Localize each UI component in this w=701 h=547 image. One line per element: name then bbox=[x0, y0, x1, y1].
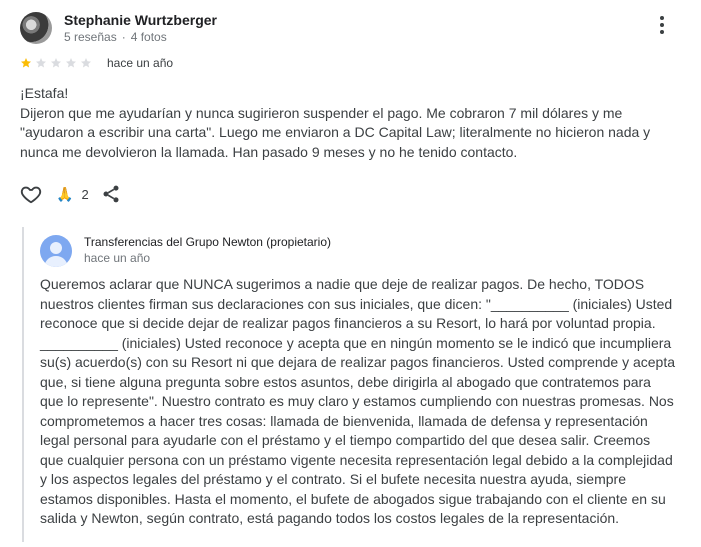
reply-line: reconoce que si decide dejar de realizar pagos financieros a su Resort, lo hará por voluntad propia. bbox=[40, 315, 656, 331]
reply-line: Queremos aclarar que NUNCA sugerimos a nadie que deje de realizar pagos. De hecho, TODOS bbox=[40, 276, 645, 292]
owner-response bbox=[22, 227, 694, 542]
review-line: nunca me devolvieron la llamada. Han pasado 9 meses y no he tenido contacto. bbox=[20, 143, 518, 160]
review-line: ¡Estafa! bbox=[20, 85, 69, 101]
star-rating bbox=[20, 57, 95, 69]
pray-icon: 🙏 bbox=[56, 185, 74, 202]
owner-name: Transferencias del Grupo Newton (propietario) bbox=[84, 235, 332, 249]
review-line: "ayudaron a escribir una carta". Luego me enviaron a DC Capital Law; literalmente no hicieron nada y bbox=[20, 124, 651, 140]
star-empty-icon bbox=[65, 57, 77, 69]
reply-line: salida y Newton, según contrato, está pagando todos los costos legales de la representación. bbox=[40, 510, 620, 526]
reaction-count: 2 bbox=[81, 186, 89, 202]
reply-line: que cualquier persona con un préstamo vigente necesita representación legal debido a la complejidad bbox=[40, 451, 673, 468]
review-actions bbox=[20, 182, 121, 206]
owner-response-time: hace un año bbox=[84, 251, 151, 265]
person-icon bbox=[40, 235, 72, 267]
author-photo-count: 4 fotos bbox=[130, 30, 167, 44]
reply-line: legal personal para ayudarle con el préstamo y el tiempo compartido del que desea salir. Creemos bbox=[40, 432, 651, 448]
rating-row bbox=[20, 55, 173, 71]
share-icon[interactable] bbox=[101, 184, 121, 204]
author-meta bbox=[64, 30, 167, 44]
star-filled-icon bbox=[20, 57, 32, 69]
avatar[interactable] bbox=[20, 12, 52, 44]
review-time: hace un año bbox=[107, 56, 174, 70]
reply-line: su(s) acuerdo(s) con su Resort ni que dejara de realizar pagos financieros. Usted comprende y acepta bbox=[40, 354, 675, 370]
reply-line: que, si tiene alguna pregunta sobre estos asuntos, debe dirigirla al abogado que contratemos para bbox=[40, 373, 651, 390]
reply-line: __________ (iniciales) Usted reconoce y acepta que en ningún momento se le indicó que incumpliera bbox=[40, 334, 672, 351]
reply-line: que lo represente". Nuestro contrato es muy claro y estamos cumpliendo con nuestras promesas. Nos bbox=[40, 393, 674, 409]
reply-line: nuestros clientes firman sus declaraciones con sus iniciales, que dicen: "__________ (iniciales) Usted bbox=[40, 295, 673, 312]
review-line: Dijeron que me ayudarían y nunca sugirieron suspender el pago. Me cobraron 7 mil dólares y me bbox=[20, 104, 623, 121]
star-empty-icon bbox=[50, 57, 62, 69]
reply-line: comprometemos a hacer tres cosas: llamada de bienvenida, llamada de defensa y representación bbox=[40, 412, 648, 429]
meta-separator: · bbox=[121, 30, 126, 44]
reaction-button[interactable] bbox=[56, 186, 89, 203]
reply-line: estamos disponibles. Hasta el momento, el bufete de abogados sigue trabajando con el cliente en su bbox=[40, 490, 666, 507]
author-name[interactable]: Stephanie Wurtzberger bbox=[64, 12, 217, 28]
owner-response-text bbox=[40, 275, 690, 529]
owner-avatar bbox=[40, 235, 72, 267]
more-options-icon[interactable] bbox=[654, 14, 670, 42]
author-review-count: 5 reseñas bbox=[64, 30, 117, 44]
review-text bbox=[20, 84, 685, 162]
star-empty-icon bbox=[35, 57, 47, 69]
star-empty-icon bbox=[80, 57, 92, 69]
heart-icon[interactable] bbox=[20, 183, 42, 205]
reply-line: y los aspectos legales del préstamo y el contrato. Si el bufete necesita nuestra ayuda, siempre bbox=[40, 471, 626, 487]
